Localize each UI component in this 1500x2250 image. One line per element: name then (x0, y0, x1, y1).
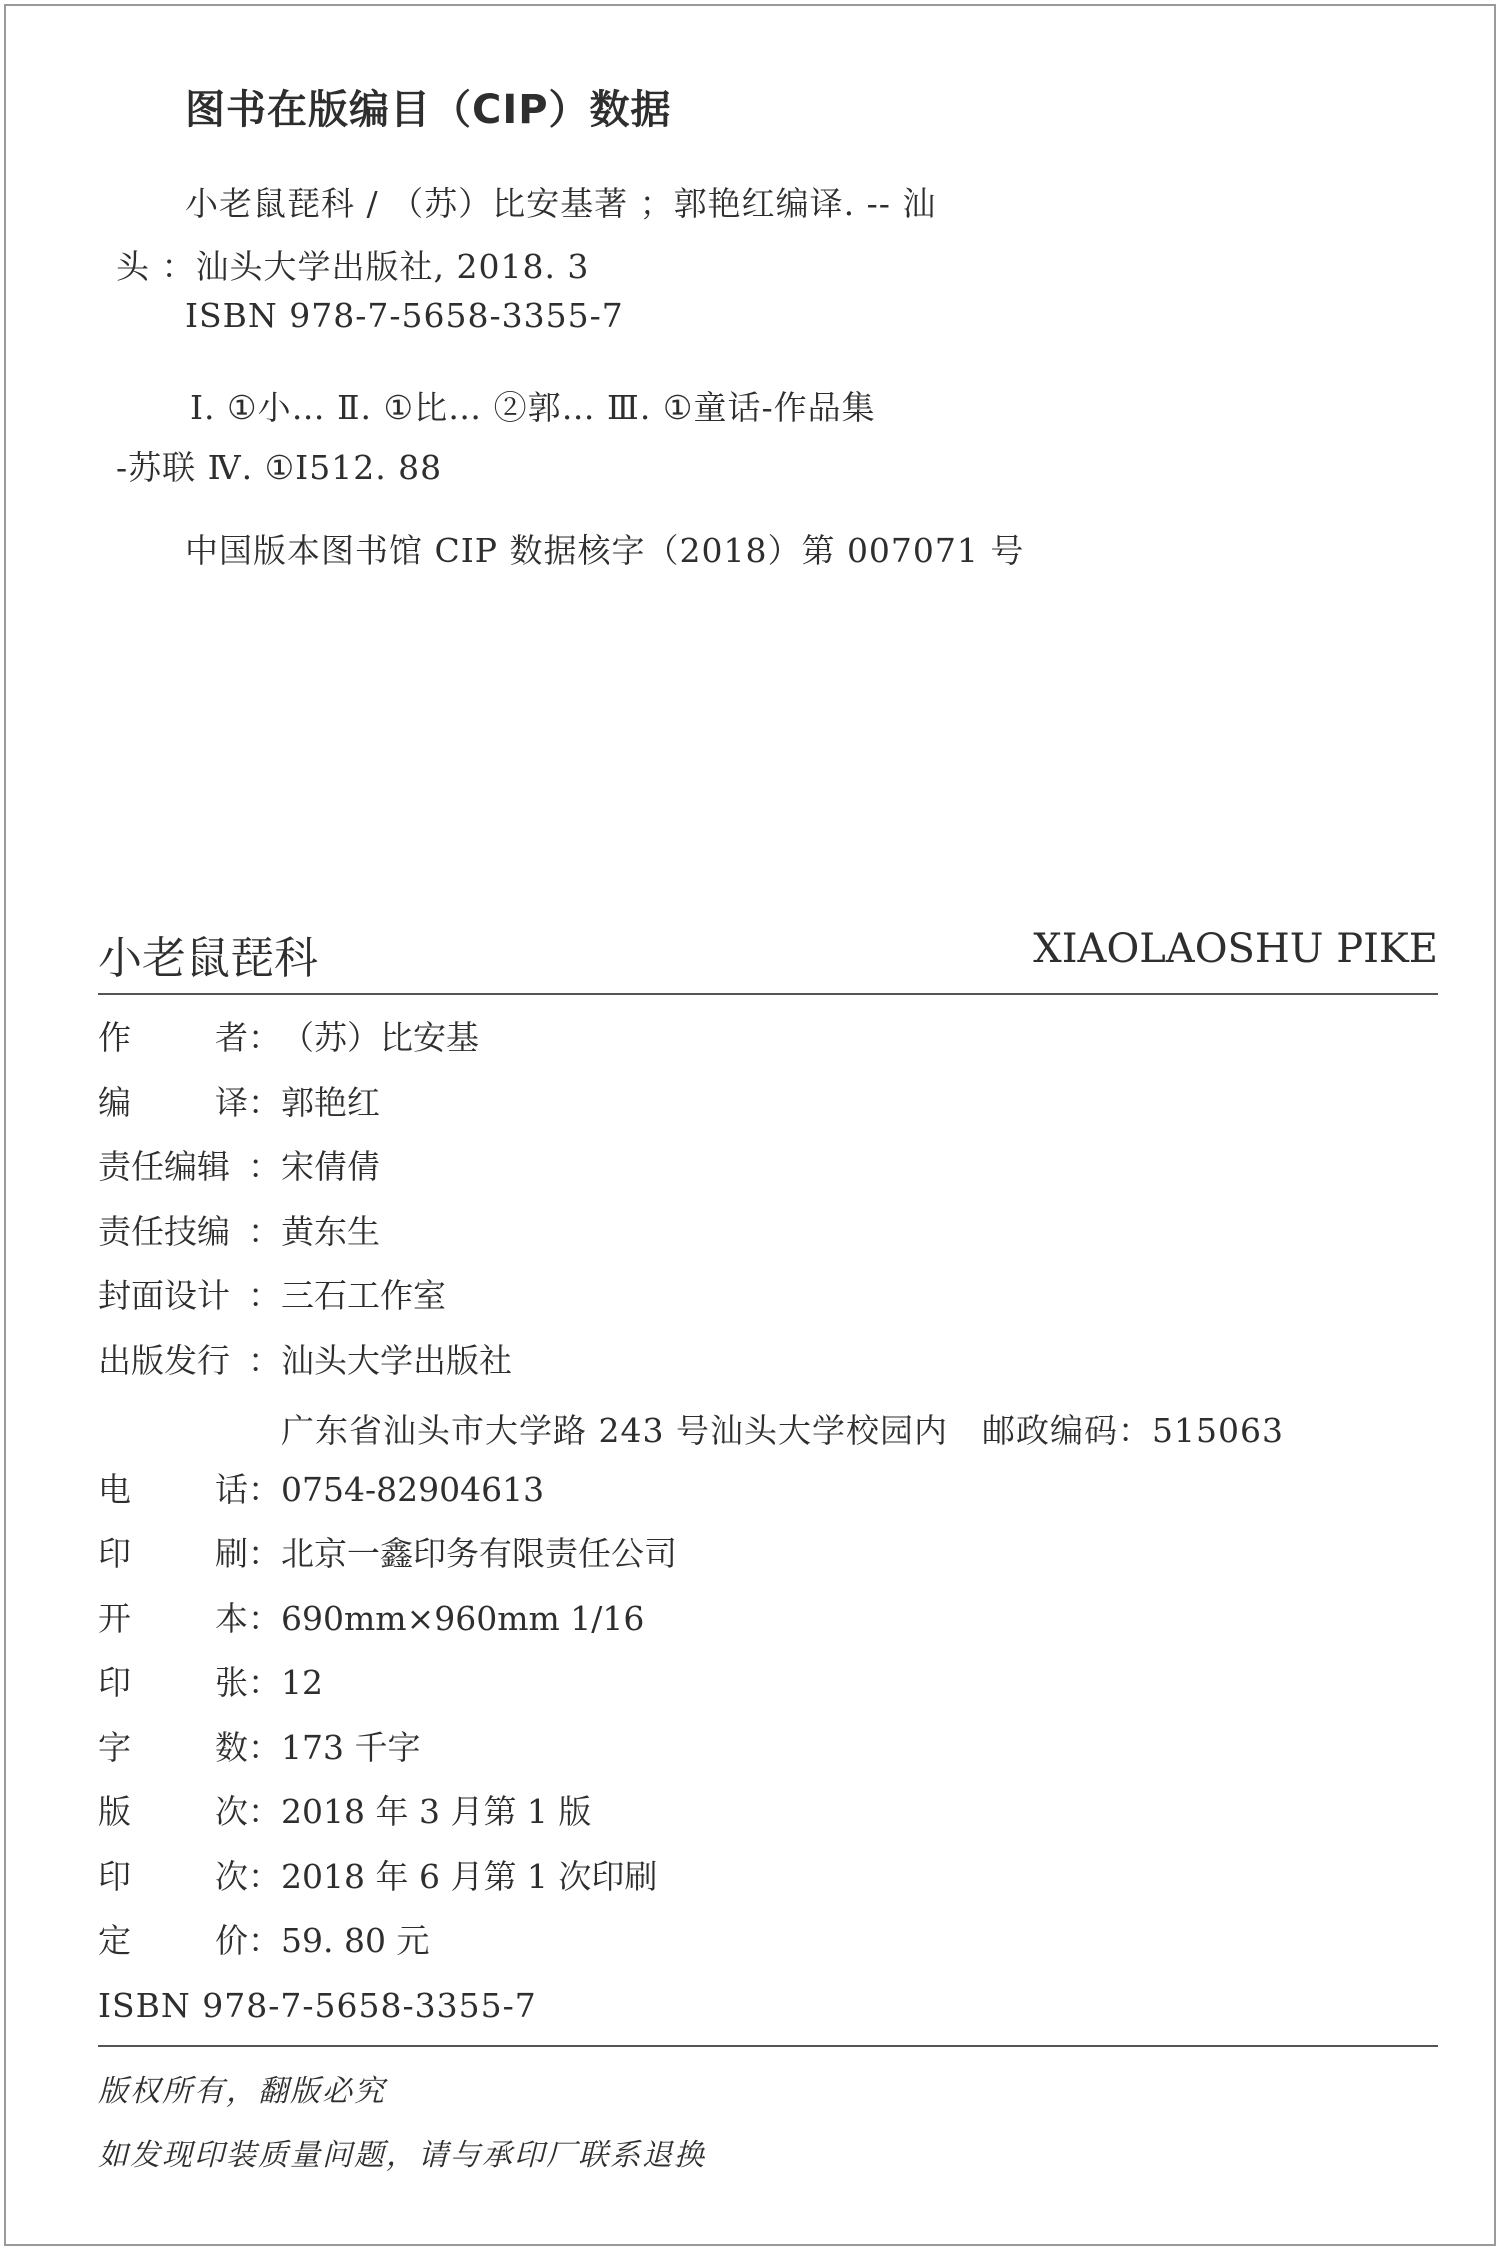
cip-classification-2: -苏联 Ⅳ. ①I512. 88 (116, 448, 443, 487)
field-cover-design (98, 1276, 446, 1316)
divider-top (98, 993, 1438, 995)
field-tech-editor (98, 1212, 380, 1252)
field-colon: ： (248, 1470, 281, 1509)
field-label-text: 数 (215, 1728, 248, 1767)
field-value: 173 千字 (281, 1728, 421, 1767)
field-value: （苏）比安基 (281, 1018, 479, 1057)
field-value: 宋倩倩 (281, 1147, 380, 1186)
field-label (98, 1921, 248, 1961)
divider-bottom (98, 2045, 1438, 2047)
field-value: 郭艳红 (281, 1083, 380, 1122)
cip-verification: 中国版本图书馆 CIP 数据核字（2018）第 007071 号 (185, 531, 1025, 570)
field-value: 59. 80 元 (281, 1921, 430, 1960)
field-value: 北京一鑫印务有限责任公司 (281, 1534, 677, 1573)
cip-line-1: 小老鼠琵科 / （苏）比安基著 ；郭艳红编译. -- 汕 (185, 184, 937, 223)
cip-classification-1: Ⅰ. ①小… Ⅱ. ①比… ②郭… Ⅲ. ①童话-作品集 (190, 388, 876, 427)
field-translator (98, 1083, 380, 1123)
field-label-text: 版 (98, 1792, 131, 1831)
field-label-text: 出版发行 (98, 1341, 230, 1380)
field-label-text: 刷 (215, 1534, 248, 1573)
field-label-text: 作 (98, 1018, 131, 1057)
book-title: 小老鼠琵科 (98, 933, 318, 984)
field-label-text: 字 (98, 1728, 131, 1767)
field-label (98, 1276, 248, 1316)
field-value: 690mm×960mm 1/16 (281, 1599, 645, 1638)
field-sheets (98, 1663, 323, 1703)
field-label-text: 电 (98, 1470, 131, 1509)
publisher-address: 广东省汕头市大学路 243 号汕头大学校园内 邮政编码：515063 (281, 1411, 1284, 1450)
field-label-text: 话 (215, 1470, 248, 1509)
field-label (98, 1534, 248, 1574)
field-label (98, 1599, 248, 1639)
field-label (98, 1341, 248, 1381)
field-colon: ： (248, 1083, 281, 1122)
field-label (98, 1147, 248, 1187)
field-colon: ： (248, 1857, 281, 1896)
field-label-text: 封面设计 (98, 1276, 230, 1315)
field-label (98, 1728, 248, 1768)
field-label-text: 者 (215, 1018, 248, 1057)
field-label-text: 责任编辑 (98, 1147, 230, 1186)
field-colon: ： (248, 1663, 281, 1702)
page-border (4, 4, 1496, 2246)
field-label-text: 责任技编 (98, 1212, 230, 1251)
field-colon: ： (248, 1341, 281, 1380)
field-label-text: 编 (98, 1083, 131, 1122)
field-colon: ： (248, 1599, 281, 1638)
field-value: 汕头大学出版社 (281, 1341, 512, 1380)
field-colon: ： (248, 1212, 281, 1251)
field-colon: ： (248, 1728, 281, 1767)
isbn-bottom: ISBN 978-7-5658-3355-7 (98, 1986, 537, 2025)
field-edition (98, 1792, 591, 1832)
field-colon: ： (248, 1276, 281, 1315)
field-value: 0754-82904613 (281, 1470, 545, 1509)
cip-heading: 图书在版编目（CIP）数据 (185, 87, 672, 133)
field-label (98, 1212, 248, 1252)
field-author (98, 1018, 479, 1058)
field-colon: ： (248, 1018, 281, 1057)
print-quality-notice: 如发现印装质量问题，请与承印厂联系退换 (98, 2138, 706, 2173)
copyright-notice: 版权所有，翻版必究 (98, 2074, 386, 2109)
field-printing (98, 1857, 657, 1897)
field-label-text: 本 (215, 1599, 248, 1638)
field-phone (98, 1470, 544, 1510)
field-label-text: 次 (215, 1857, 248, 1896)
field-label (98, 1470, 248, 1510)
field-label (98, 1663, 248, 1703)
field-colon: ： (248, 1921, 281, 1960)
field-colon: ： (248, 1792, 281, 1831)
field-label-text: 价 (215, 1921, 248, 1960)
field-printer (98, 1534, 677, 1574)
field-label-text: 次 (215, 1792, 248, 1831)
field-label-text: 印 (98, 1663, 131, 1702)
field-label (98, 1792, 248, 1832)
field-value: 12 (281, 1663, 323, 1702)
field-label-text: 译 (215, 1083, 248, 1122)
field-label (98, 1857, 248, 1897)
cip-line-2: 头 ：汕头大学出版社, 2018. 3 (116, 247, 590, 286)
field-value: 2018 年 3 月第 1 版 (281, 1792, 592, 1831)
field-price (98, 1921, 429, 1961)
field-editor (98, 1147, 380, 1187)
field-value: 三石工作室 (281, 1276, 446, 1315)
field-label-text: 张 (215, 1663, 248, 1702)
field-word-count (98, 1728, 420, 1768)
field-label-text: 开 (98, 1599, 131, 1638)
field-label (98, 1018, 248, 1058)
cip-isbn: ISBN 978-7-5658-3355-7 (185, 296, 624, 335)
book-title-pinyin: XIAOLAOSHU PIKE (1033, 926, 1438, 972)
field-colon: ： (248, 1534, 281, 1573)
field-value: 2018 年 6 月第 1 次印刷 (281, 1857, 658, 1896)
field-label-text: 定 (98, 1921, 131, 1960)
field-format (98, 1599, 644, 1639)
field-label-text: 印 (98, 1534, 131, 1573)
field-colon: ： (248, 1147, 281, 1186)
field-label-text: 印 (98, 1857, 131, 1896)
field-publisher (98, 1341, 512, 1381)
field-value: 黄东生 (281, 1212, 380, 1251)
field-label (98, 1083, 248, 1123)
